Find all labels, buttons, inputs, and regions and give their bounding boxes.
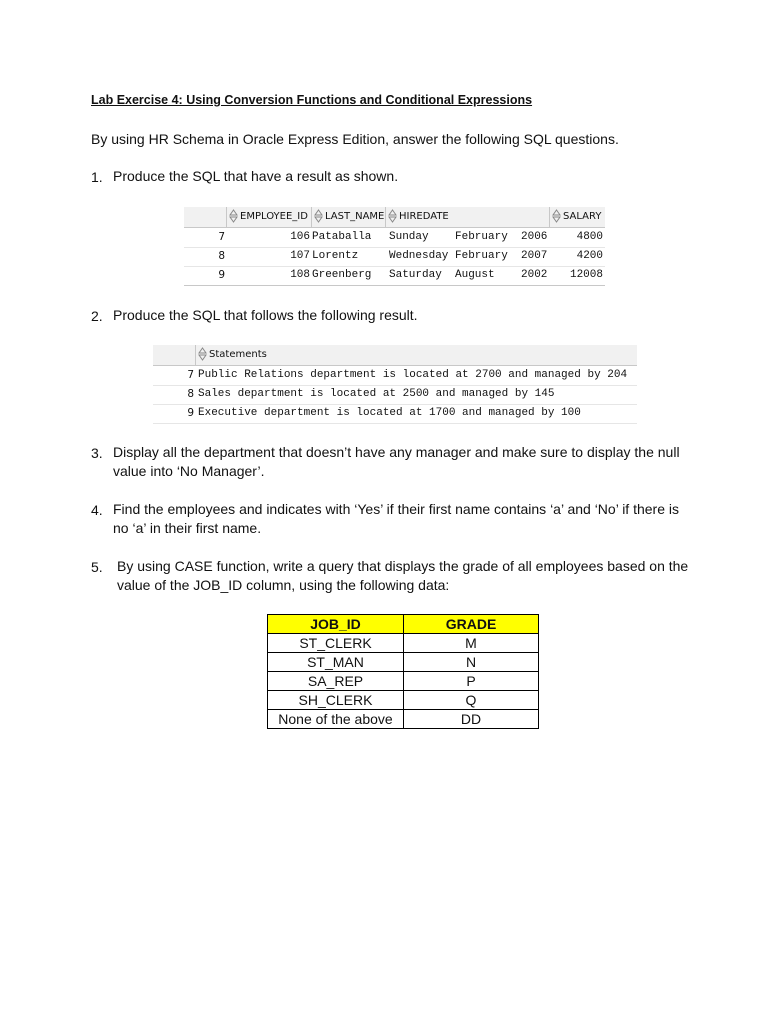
hiredate-month-cell: February	[455, 231, 508, 243]
grade-cell: M	[404, 634, 539, 653]
row-number: 9	[218, 269, 225, 281]
question-5-line-2: value of the JOB_ID column, using the following data:	[117, 577, 450, 593]
hiredate-day-cell: Saturday	[389, 269, 442, 281]
column-header-last-name[interactable]	[312, 207, 386, 227]
question-2-number: 2.	[91, 308, 103, 324]
question-4-number: 4.	[91, 502, 103, 518]
table-row	[268, 634, 539, 653]
grade-cell: N	[404, 653, 539, 672]
intro-text: By using HR Schema in Oracle Express Edition, answer the following SQL questions.	[91, 131, 619, 147]
job-id-cell: SA_REP	[268, 672, 404, 691]
last-name-cell: Pataballa	[312, 231, 372, 243]
employee-id-cell: 108	[290, 269, 310, 281]
hiredate-year-cell: 2002	[521, 269, 548, 281]
column-header-label: SALARY	[563, 211, 602, 222]
hiredate-month-cell: August	[455, 269, 495, 281]
grade-cell: Q	[404, 691, 539, 710]
question-4-line-2: no ‘a’ in their first name.	[113, 520, 262, 536]
grade-table-header-row	[268, 615, 539, 634]
result-grid-2	[153, 345, 637, 424]
question-5-line-1: By using CASE function, write a query that displays the grade of all employees based on the	[117, 558, 689, 574]
column-header-label: HIREDATE	[399, 211, 449, 222]
question-2-text: Produce the SQL that follows the following result.	[113, 307, 418, 323]
grid-2-header	[153, 345, 637, 366]
table-row	[268, 653, 539, 672]
column-header-statements[interactable]	[196, 345, 637, 365]
question-5-number: 5.	[91, 559, 103, 575]
hiredate-day-cell: Sunday	[389, 231, 429, 243]
grid-1-header	[184, 207, 605, 228]
table-row	[268, 672, 539, 691]
column-header-hiredate[interactable]	[386, 207, 550, 227]
job-id-cell: ST_MAN	[268, 653, 404, 672]
table-row[interactable]	[184, 247, 605, 267]
column-header-salary[interactable]	[550, 207, 605, 227]
column-header-label: EMPLOYEE_ID	[240, 211, 308, 222]
hiredate-year-cell: 2007	[521, 250, 548, 262]
last-name-cell: Lorentz	[312, 250, 359, 262]
table-row[interactable]	[184, 266, 605, 286]
hiredate-day-cell: Wednesday	[389, 250, 449, 262]
hiredate-month-cell: February	[455, 250, 508, 262]
sort-icon	[314, 209, 323, 223]
employee-id-cell: 106	[290, 231, 310, 243]
statement-cell: Public Relations department is located at 2700 and managed by 204	[198, 369, 628, 381]
salary-cell: 4800	[576, 231, 603, 243]
sort-icon	[388, 209, 397, 223]
question-4-line-1: Find the employees and indicates with ‘Yes’ if their first name contains ‘a’ and ‘No’ if there is	[113, 501, 679, 517]
job-id-header: JOB_ID	[268, 615, 404, 634]
salary-cell: 4200	[576, 250, 603, 262]
employee-id-cell: 107	[290, 250, 310, 262]
table-row[interactable]	[153, 404, 637, 424]
grade-cell: P	[404, 672, 539, 691]
row-number: 7	[187, 369, 194, 381]
column-header-employee-id[interactable]	[227, 207, 312, 227]
salary-cell: 12008	[569, 269, 603, 281]
table-row[interactable]	[184, 228, 605, 248]
row-number: 7	[218, 231, 225, 243]
statement-cell: Executive department is located at 1700 and managed by 100	[198, 407, 581, 419]
table-row[interactable]	[153, 366, 637, 386]
table-row[interactable]	[153, 385, 637, 405]
column-header-label: LAST_NAME	[325, 211, 385, 222]
job-id-cell: ST_CLERK	[268, 634, 404, 653]
job-id-cell: None of the above	[268, 710, 404, 729]
grade-header: GRADE	[404, 615, 539, 634]
table-row	[268, 710, 539, 729]
question-1-number: 1.	[91, 169, 103, 185]
sort-icon	[229, 209, 238, 223]
grade-cell: DD	[404, 710, 539, 729]
hiredate-year-cell: 2006	[521, 231, 548, 243]
row-number: 9	[187, 407, 194, 419]
last-name-cell: Greenberg	[312, 269, 372, 281]
question-1-text: Produce the SQL that have a result as shown.	[113, 168, 399, 184]
job-id-cell: SH_CLERK	[268, 691, 404, 710]
result-grid-1	[184, 207, 605, 286]
statement-cell: Sales department is located at 2500 and managed by 145	[198, 388, 555, 400]
row-number: 8	[187, 388, 194, 400]
grade-table	[267, 614, 539, 729]
question-3-number: 3.	[91, 445, 103, 461]
page-title: Lab Exercise 4: Using Conversion Functions and Conditional Expressions	[91, 93, 533, 107]
question-3-line-2: value into ‘No Manager’.	[113, 463, 265, 479]
sort-icon	[552, 209, 561, 223]
sort-icon	[198, 347, 207, 361]
table-row	[268, 691, 539, 710]
column-header-label: Statements	[209, 349, 267, 360]
question-3-line-1: Display all the department that doesn’t have any manager and make sure to display the null	[113, 444, 680, 460]
row-number: 8	[218, 250, 225, 262]
